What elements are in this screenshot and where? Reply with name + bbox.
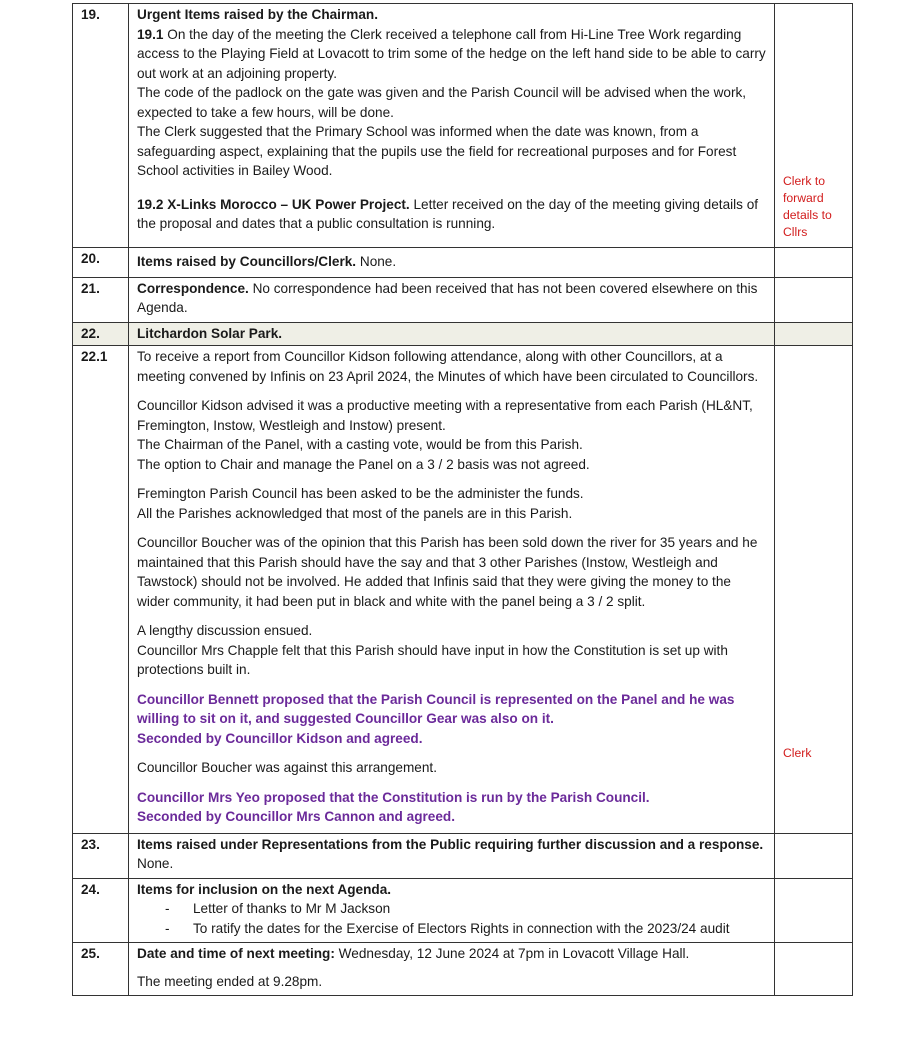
paragraph: Councillor Kidson advised it was a productive meeting with a representative from each Parish (HL&NT, Fremington, Instow, Westleigh and Instow) present. (137, 398, 753, 433)
sub-item-heading: 19.2 X-Links Morocco – UK Power Project. (137, 196, 410, 212)
action-text: Clerk to forward details to Cllrs (783, 174, 832, 239)
item-text: No correspondence had been received that has not been covered elsewhere on this Agenda. (137, 280, 758, 315)
item-heading: Litchardon Solar Park. (129, 322, 775, 346)
item-23-content (129, 833, 775, 878)
item-19-content (129, 4, 775, 248)
item-21-content (129, 277, 775, 322)
item-heading: Items raised under Representations from the Public requiring further discussion and a response. (137, 836, 764, 852)
next-meeting (137, 944, 766, 964)
item-22-1-content (129, 346, 775, 834)
item-23-row (73, 833, 853, 878)
action-cell (775, 346, 853, 834)
item-number: 24. (73, 878, 129, 943)
action-cell (775, 878, 853, 943)
item-heading: Items raised by Councillors/Clerk. (137, 254, 357, 269)
item-24-content (129, 878, 775, 943)
item-22-1-row (73, 346, 853, 834)
paragraph: A lengthy discussion ensued. (137, 623, 313, 638)
item-heading: Correspondence. (137, 280, 249, 296)
closing-text: The meeting ended at 9.28pm. (137, 973, 323, 989)
resolution-text: Councillor Bennett proposed that the Parish Council is represented on the Panel and he was willing to sit on it, and suggested Councillor Gear was also on it. (137, 691, 735, 726)
item-24-row (73, 878, 853, 943)
item-number: 20. (73, 248, 129, 278)
item-number: 22.1 (73, 346, 129, 834)
resolution-text: Councillor Mrs Yeo proposed that the Constitution is run by the Parish Council. (137, 789, 650, 805)
action-text: Clerk (783, 746, 812, 760)
action-cell (775, 277, 853, 322)
item-heading: Date and time of next meeting: (137, 946, 335, 961)
item-19-2-paragraph (137, 195, 766, 234)
item-text: Wednesday, 12 June 2024 at 7pm in Lovacott Village Hall. (334, 946, 690, 961)
item-number: 23. (73, 833, 129, 878)
resolution-seconded: Seconded by Councillor Mrs Cannon and agreed. (137, 809, 455, 824)
paragraph: All the Parishes acknowledged that most of the panels are in this Parish. (137, 505, 573, 521)
item-heading: Items for inclusion on the next Agenda. (137, 881, 392, 897)
paragraph: Councillor Boucher was against this arrangement. (137, 760, 437, 775)
paragraph-text: Letter received on the day of the meeting giving details of the proposal and dates that a public consultation is running. (137, 196, 759, 231)
sub-item-number: 19.1 (137, 26, 164, 42)
agenda-list (137, 899, 766, 938)
paragraph: To receive a report from Councillor Kidson following attendance, along with other Councillors, at a meeting convened by Infinis on 23 April 2024, the Minutes of which have been circulated to Councillors. (137, 349, 759, 384)
item-heading: Urgent Items raised by the Chairman. (137, 7, 378, 22)
list-item: - Letter of thanks to Mr M Jackson (165, 899, 766, 919)
item-21-row (73, 277, 853, 322)
paragraph: The code of the padlock on the gate was given and the Parish Council will be advised when the work, expected to take a few hours, will be done. (137, 85, 747, 120)
list-item: - To ratify the dates for the Exercise of Electors Rights in connection with the 2023/24 audit (165, 919, 766, 939)
item-25-row (73, 943, 853, 996)
item-number: 22. (73, 322, 129, 346)
item-22-row (73, 322, 853, 346)
paragraph: Councillor Boucher was of the opinion that this Parish has been sold down the river for 35 years and he maintained that this Parish should have the say and that 3 other Parishes (Instow, Westleigh and Tawstock) should not be involved. He added that Infinis said that they were giving the money to the wider community, it had been put in black and white with the panel being a 3 / 2 split. (137, 535, 758, 609)
item-20-content (129, 248, 775, 278)
item-text: None. (137, 856, 174, 871)
paragraph: The option to Chair and manage the Panel on a 3 / 2 basis was not agreed. (137, 456, 590, 472)
action-cell (775, 943, 853, 996)
paragraph: Councillor Mrs Chapple felt that this Parish should have input in how the Constitution is set up with protections built in. (137, 642, 728, 677)
paragraph: Fremington Parish Council has been asked to be the administer the funds. (137, 486, 584, 501)
paragraph-text: On the day of the meeting the Clerk received a telephone call from Hi-Line Tree Work regarding access to the Playing Field at Lovacott to trim some of the hedge on the left hand side to be able to carry out work at an adjoining property. (137, 26, 766, 81)
action-cell (775, 248, 853, 278)
action-cell (775, 322, 853, 346)
paragraph: The Clerk suggested that the Primary School was informed when the date was known, from a safeguarding aspect, explaining that the pupils use the field for recreational purposes and for Forest School activities in Bailey Wood. (137, 124, 737, 178)
action-cell (775, 833, 853, 878)
item-number: 19. (73, 4, 129, 248)
action-cell (775, 4, 853, 248)
item-25-content (129, 943, 775, 996)
item-19-1-paragraph (137, 25, 766, 84)
item-19-row (73, 4, 853, 248)
item-text: None. (356, 254, 397, 269)
item-20-row (73, 248, 853, 278)
minutes-table (72, 3, 853, 996)
item-number: 21. (73, 277, 129, 322)
resolution-seconded: Seconded by Councillor Kidson and agreed. (137, 730, 423, 746)
item-number: 25. (73, 943, 129, 996)
paragraph: The Chairman of the Panel, with a casting vote, would be from this Parish. (137, 437, 583, 452)
